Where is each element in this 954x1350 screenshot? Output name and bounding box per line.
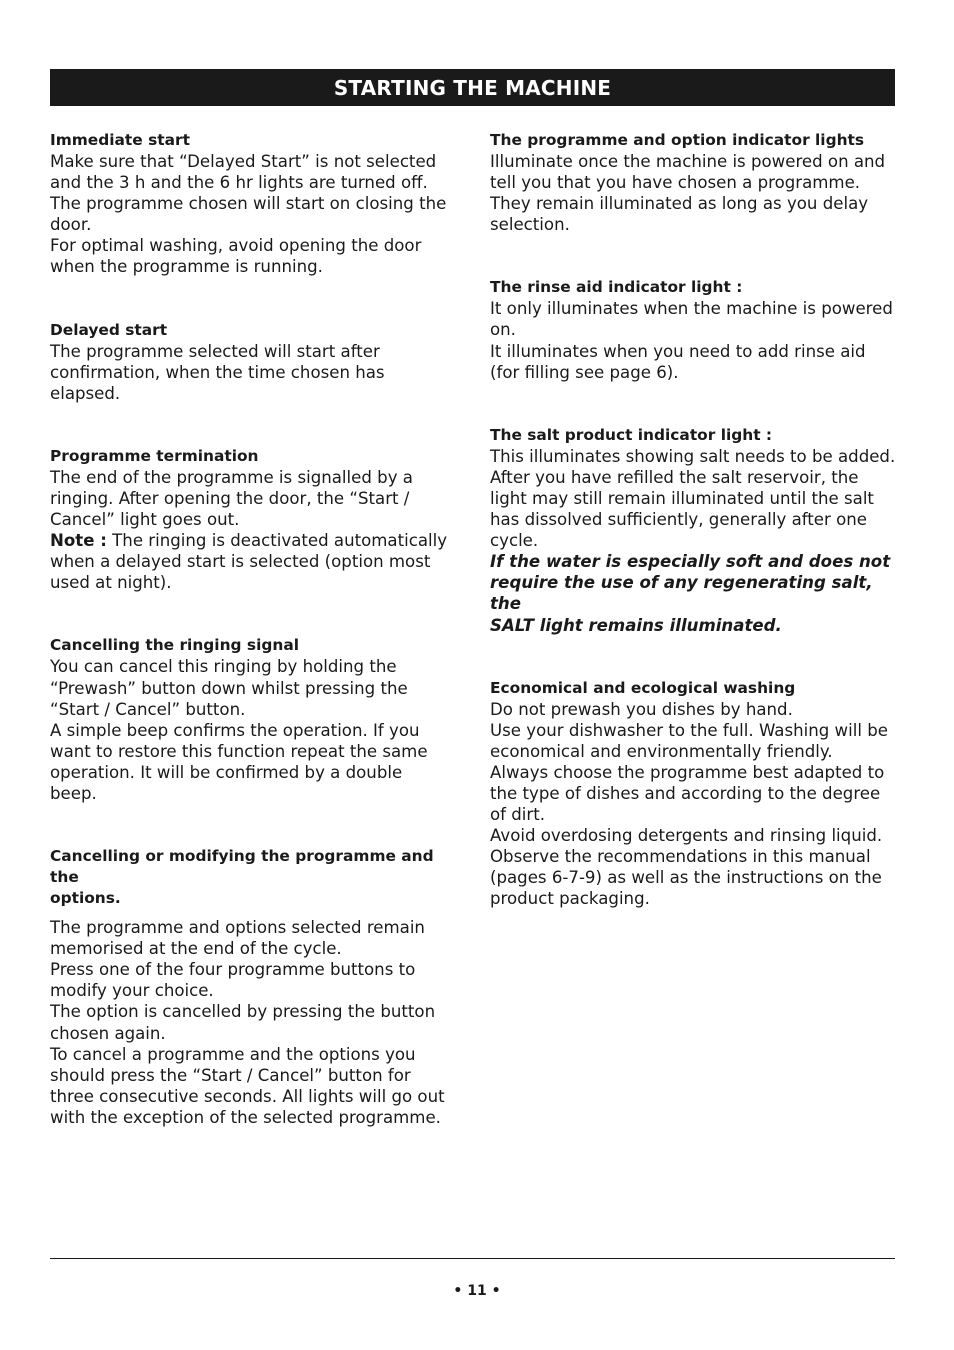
body-line: This illuminates showing salt needs to be added.: [490, 446, 896, 466]
body-line: cycle.: [490, 531, 539, 551]
left-column: [50, 130, 460, 1128]
page-title: STARTING THE MACHINE: [333, 75, 612, 100]
body-line: with the exception of the selected programme.: [50, 1107, 441, 1127]
body-line: used at night).: [50, 573, 172, 593]
body-line: want to restore this function repeat the same: [50, 741, 428, 761]
body-line: Use your dishwasher to the full. Washing will be: [490, 720, 888, 740]
body-line: Always choose the programme best adapted to: [490, 762, 885, 782]
section-rinse-aid: [490, 277, 900, 382]
section-heading: Programme termination: [50, 446, 259, 465]
body-line: should press the “Start / Cancel” button for: [50, 1065, 411, 1085]
body-line: economical and environmentally friendly.: [490, 741, 833, 761]
right-column: [490, 130, 900, 910]
body-line: light may still remain illuminated until the salt: [490, 488, 874, 508]
section-indicator-lights: [490, 130, 900, 235]
body-line: They remain illuminated as long as you delay: [490, 194, 869, 214]
section-heading: The salt product indicator light :: [490, 425, 773, 444]
body-line: After you have refilled the salt reservoir, the: [490, 467, 859, 487]
body-line: It only illuminates when the machine is powered: [490, 299, 893, 319]
note-line: [50, 530, 460, 551]
body-line: Cancel” light goes out.: [50, 510, 240, 530]
body-line: product packaging.: [490, 889, 650, 909]
body-line: The end of the programme is signalled by a: [50, 467, 413, 487]
body-line: The option is cancelled by pressing the button: [50, 1002, 436, 1022]
body-line: (for filling see page 6).: [490, 362, 679, 382]
section-heading: Immediate start: [50, 131, 190, 149]
body-line: when a delayed start is selected (option most: [50, 552, 431, 572]
section-heading: Delayed start: [50, 320, 168, 339]
section-banner: [50, 69, 895, 106]
section-heading: The programme and option indicator lights: [490, 131, 865, 149]
section-programme-termination: [50, 446, 460, 594]
body-line: (pages 6-7-9) as well as the instructions on the: [490, 868, 882, 888]
body-line: on.: [490, 320, 516, 340]
section-heading: options.: [50, 889, 121, 908]
body-line: “Prewash” button down whilst pressing the: [50, 678, 408, 698]
section-salt: [490, 425, 900, 636]
body-line: The programme selected will start after: [50, 341, 380, 361]
section-immediate-start: [50, 130, 460, 278]
warning-line: SALT light remains illuminated.: [490, 615, 782, 635]
body-line: chosen again.: [50, 1023, 166, 1043]
body-line: three consecutive seconds. All lights will go out: [50, 1086, 445, 1106]
body-line: “Start / Cancel” button.: [50, 699, 246, 719]
warning-line: require the use of any regenerating salt, the: [490, 573, 873, 614]
body-line: ringing. After opening the door, the “Start /: [50, 488, 410, 508]
body-line: Illuminate once the machine is powered on and: [490, 152, 886, 171]
section-heading: Economical and ecological washing: [490, 678, 796, 697]
section-heading: The rinse aid indicator light :: [490, 278, 743, 297]
body-line: the type of dishes and according to the degree: [490, 783, 881, 803]
body-line: confirmation, when the time chosen has: [50, 362, 385, 382]
section-eco: [490, 678, 900, 910]
body-line: elapsed.: [50, 383, 121, 403]
body-line: memorised at the end of the cycle.: [50, 939, 342, 959]
body-line: It illuminates when you need to add rinse aid: [490, 341, 866, 361]
note-label: Note :: [50, 531, 107, 551]
body-line: Make sure that “Delayed Start” is not selected: [50, 152, 437, 171]
body-line: You can cancel this ringing by holding the: [50, 657, 397, 677]
body-line: of dirt.: [490, 805, 546, 825]
body-line: operation. It will be confirmed by a double: [50, 762, 403, 782]
section-heading: Cancelling or modifying the programme and the: [50, 847, 434, 887]
section-cancel-ringing: [50, 635, 460, 804]
body-line: Avoid overdosing detergents and rinsing liquid.: [490, 826, 883, 846]
section-heading: Cancelling the ringing signal: [50, 636, 299, 655]
body-line: when the programme is running.: [50, 257, 323, 277]
body-line: The programme and options selected remain: [50, 918, 425, 938]
body-line: Observe the recommendations in this manual: [490, 847, 871, 867]
body-line: has dissolved sufficiently, generally after one: [490, 510, 867, 530]
body-line: For optimal washing, avoid opening the door: [50, 236, 422, 256]
page-number: • 11 •: [453, 1283, 501, 1299]
section-delayed-start: [50, 320, 460, 404]
body-line: beep.: [50, 783, 97, 803]
body-line: Do not prewash you dishes by hand.: [490, 699, 793, 719]
body-line: The programme chosen will start on closing the: [50, 194, 447, 214]
body-line: Press one of the four programme buttons to: [50, 960, 416, 980]
warning-line: If the water is especially soft and does not: [490, 552, 891, 572]
body-line: tell you that you have chosen a programme.: [490, 173, 861, 193]
body-line: selection.: [490, 215, 570, 235]
body-line: modify your choice.: [50, 981, 214, 1001]
section-cancel-modify: [50, 846, 460, 1128]
footer-divider: [50, 1258, 895, 1259]
body-line: door.: [50, 215, 92, 235]
body-line: A simple beep confirms the operation. If you: [50, 720, 420, 740]
body-line: To cancel a programme and the options you: [50, 1044, 416, 1064]
note-text: The ringing is deactivated automatically: [106, 531, 448, 551]
body-line: and the 3 h and the 6 hr lights are turned off.: [50, 173, 428, 193]
